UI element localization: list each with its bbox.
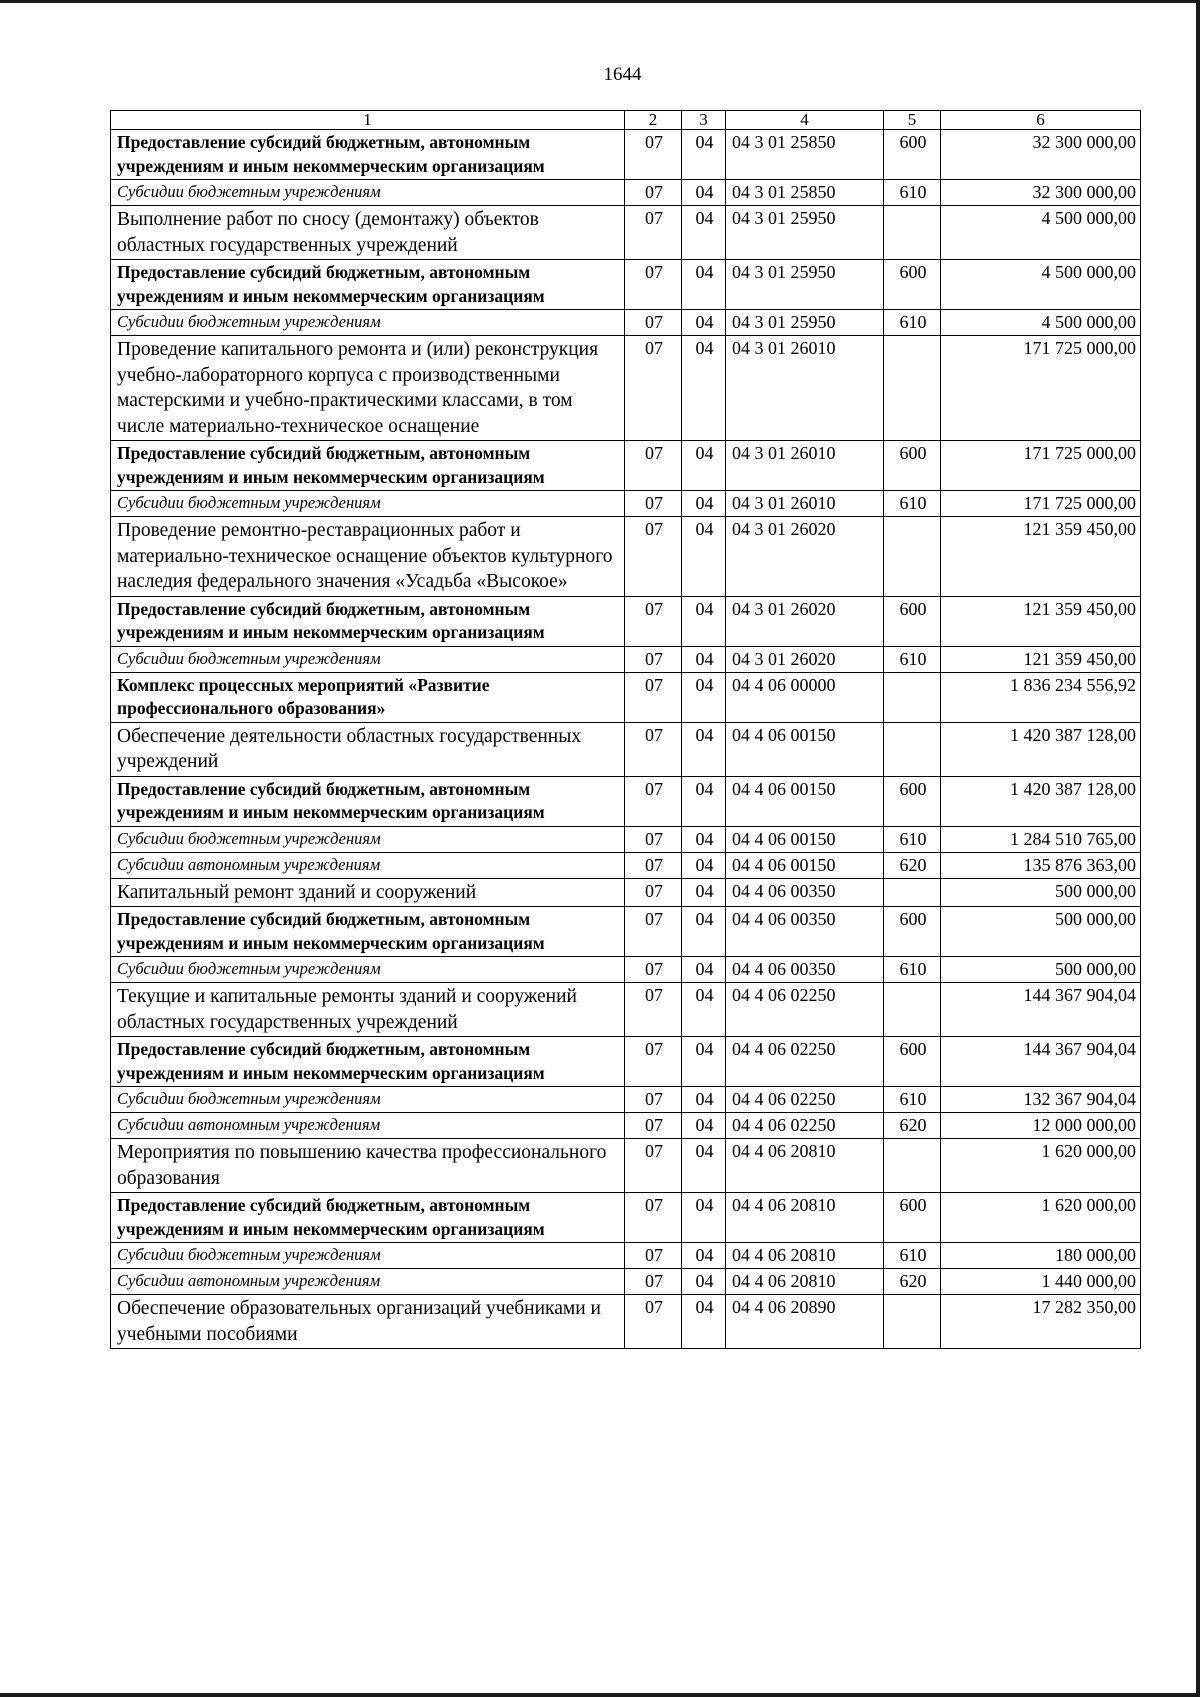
table-row bbox=[111, 878, 1141, 907]
row-name-cell: Предоставление субсидий бюджетным, автономным учреждениям и иным некоммерческим организациям bbox=[111, 776, 625, 826]
header-col-section: 2 bbox=[625, 111, 682, 130]
row-name-cell: Предоставление субсидий бюджетным, автономным учреждениям и иным некоммерческим организациям bbox=[111, 260, 625, 310]
row-target-code-cell: 04 3 01 26010 bbox=[726, 441, 884, 491]
header-col-name: 1 bbox=[111, 111, 625, 130]
row-expense-type-cell: 600 bbox=[884, 441, 941, 491]
row-name-cell: Предоставление субсидий бюджетным, автономным учреждениям и иным некоммерческим организациям bbox=[111, 441, 625, 491]
table-row bbox=[111, 646, 1141, 672]
row-amount-cell: 171 725 000,00 bbox=[941, 441, 1141, 491]
row-section-cell: 07 bbox=[625, 1139, 682, 1193]
row-amount-cell: 1 836 234 556,92 bbox=[941, 672, 1141, 722]
table-row bbox=[111, 672, 1141, 722]
row-expense-type-cell: 610 bbox=[884, 957, 941, 983]
row-subsection-cell: 04 bbox=[682, 310, 726, 336]
row-expense-type-cell bbox=[884, 336, 941, 441]
row-section-cell: 07 bbox=[625, 1243, 682, 1269]
row-section-cell: 07 bbox=[625, 517, 682, 597]
row-expense-type-cell bbox=[884, 1139, 941, 1193]
row-name-cell: Субсидии бюджетным учреждениям bbox=[111, 491, 625, 517]
row-expense-type-cell bbox=[884, 517, 941, 597]
row-expense-type-cell bbox=[884, 878, 941, 907]
row-name-cell: Проведение капитального ремонта и (или) реконструкция учебно-лабораторного корпуса с производственными мастерскими и учебно-практическими классами, в том числе материально-техническое оснащение bbox=[111, 336, 625, 441]
table-row bbox=[111, 1139, 1141, 1193]
table-row bbox=[111, 1087, 1141, 1113]
row-target-code-cell: 04 3 01 26010 bbox=[726, 336, 884, 441]
table-row bbox=[111, 310, 1141, 336]
row-section-cell: 07 bbox=[625, 983, 682, 1037]
table-row bbox=[111, 907, 1141, 957]
row-section-cell: 07 bbox=[625, 206, 682, 260]
row-section-cell: 07 bbox=[625, 180, 682, 206]
row-section-cell: 07 bbox=[625, 907, 682, 957]
row-subsection-cell: 04 bbox=[682, 826, 726, 852]
table-row bbox=[111, 596, 1141, 646]
row-subsection-cell: 04 bbox=[682, 130, 726, 180]
row-name-cell: Мероприятия по повышению качества профессионального образования bbox=[111, 1139, 625, 1193]
row-target-code-cell: 04 4 06 20810 bbox=[726, 1269, 884, 1295]
row-name-cell: Субсидии бюджетным учреждениям bbox=[111, 646, 625, 672]
row-subsection-cell: 04 bbox=[682, 517, 726, 597]
row-amount-cell: 144 367 904,04 bbox=[941, 983, 1141, 1037]
row-amount-cell: 171 725 000,00 bbox=[941, 491, 1141, 517]
table-row bbox=[111, 260, 1141, 310]
row-amount-cell: 180 000,00 bbox=[941, 1243, 1141, 1269]
row-amount-cell: 121 359 450,00 bbox=[941, 596, 1141, 646]
row-target-code-cell: 04 4 06 20810 bbox=[726, 1139, 884, 1193]
header-col-expense-type: 5 bbox=[884, 111, 941, 130]
header-col-subsection: 3 bbox=[682, 111, 726, 130]
row-target-code-cell: 04 4 06 20890 bbox=[726, 1295, 884, 1349]
row-amount-cell: 135 876 363,00 bbox=[941, 852, 1141, 878]
row-expense-type-cell bbox=[884, 1295, 941, 1349]
row-section-cell: 07 bbox=[625, 336, 682, 441]
row-expense-type-cell: 610 bbox=[884, 180, 941, 206]
row-expense-type-cell: 610 bbox=[884, 646, 941, 672]
row-target-code-cell: 04 4 06 00000 bbox=[726, 672, 884, 722]
header-col-target: 4 bbox=[726, 111, 884, 130]
row-target-code-cell: 04 4 06 00150 bbox=[726, 852, 884, 878]
row-subsection-cell: 04 bbox=[682, 672, 726, 722]
row-subsection-cell: 04 bbox=[682, 1113, 726, 1139]
row-name-cell: Субсидии бюджетным учреждениям bbox=[111, 826, 625, 852]
row-amount-cell: 4 500 000,00 bbox=[941, 260, 1141, 310]
row-expense-type-cell: 620 bbox=[884, 1269, 941, 1295]
row-expense-type-cell: 610 bbox=[884, 1087, 941, 1113]
row-subsection-cell: 04 bbox=[682, 957, 726, 983]
row-subsection-cell: 04 bbox=[682, 1269, 726, 1295]
row-target-code-cell: 04 4 06 00350 bbox=[726, 957, 884, 983]
table-row bbox=[111, 1037, 1141, 1087]
table-row bbox=[111, 776, 1141, 826]
page-number: 1644 bbox=[603, 64, 642, 85]
table-row bbox=[111, 1295, 1141, 1349]
row-expense-type-cell: 600 bbox=[884, 1037, 941, 1087]
row-section-cell: 07 bbox=[625, 957, 682, 983]
row-target-code-cell: 04 3 01 26010 bbox=[726, 491, 884, 517]
row-subsection-cell: 04 bbox=[682, 1193, 726, 1243]
row-target-code-cell: 04 3 01 25950 bbox=[726, 260, 884, 310]
row-name-cell: Субсидии бюджетным учреждениям bbox=[111, 1087, 625, 1113]
scan-edge-top bbox=[0, 0, 1200, 3]
row-target-code-cell: 04 4 06 00350 bbox=[726, 907, 884, 957]
row-amount-cell: 1 620 000,00 bbox=[941, 1193, 1141, 1243]
row-amount-cell: 32 300 000,00 bbox=[941, 130, 1141, 180]
row-expense-type-cell: 610 bbox=[884, 1243, 941, 1269]
row-expense-type-cell: 610 bbox=[884, 826, 941, 852]
row-target-code-cell: 04 3 01 25850 bbox=[726, 130, 884, 180]
row-amount-cell: 121 359 450,00 bbox=[941, 517, 1141, 597]
row-amount-cell: 500 000,00 bbox=[941, 907, 1141, 957]
row-target-code-cell: 04 3 01 26020 bbox=[726, 596, 884, 646]
row-subsection-cell: 04 bbox=[682, 336, 726, 441]
row-section-cell: 07 bbox=[625, 776, 682, 826]
header-col-amount: 6 bbox=[941, 111, 1141, 130]
row-name-cell: Субсидии бюджетным учреждениям bbox=[111, 957, 625, 983]
row-section-cell: 07 bbox=[625, 1037, 682, 1087]
row-target-code-cell: 04 4 06 00350 bbox=[726, 878, 884, 907]
row-amount-cell: 1 440 000,00 bbox=[941, 1269, 1141, 1295]
row-amount-cell: 1 620 000,00 bbox=[941, 1139, 1141, 1193]
table-row bbox=[111, 1193, 1141, 1243]
row-target-code-cell: 04 3 01 25950 bbox=[726, 310, 884, 336]
row-subsection-cell: 04 bbox=[682, 983, 726, 1037]
row-expense-type-cell: 620 bbox=[884, 852, 941, 878]
row-amount-cell: 132 367 904,04 bbox=[941, 1087, 1141, 1113]
row-expense-type-cell: 600 bbox=[884, 130, 941, 180]
row-target-code-cell: 04 3 01 26020 bbox=[726, 646, 884, 672]
scan-edge-bottom bbox=[0, 1693, 1200, 1697]
table-row bbox=[111, 517, 1141, 597]
row-amount-cell: 1 284 510 765,00 bbox=[941, 826, 1141, 852]
row-amount-cell: 32 300 000,00 bbox=[941, 180, 1141, 206]
row-target-code-cell: 04 4 06 20810 bbox=[726, 1243, 884, 1269]
row-target-code-cell: 04 4 06 02250 bbox=[726, 1037, 884, 1087]
budget-table bbox=[110, 110, 1141, 1349]
table-row bbox=[111, 491, 1141, 517]
row-name-cell: Субсидии бюджетным учреждениям bbox=[111, 310, 625, 336]
row-section-cell: 07 bbox=[625, 596, 682, 646]
row-section-cell: 07 bbox=[625, 130, 682, 180]
row-section-cell: 07 bbox=[625, 722, 682, 776]
row-subsection-cell: 04 bbox=[682, 260, 726, 310]
row-subsection-cell: 04 bbox=[682, 441, 726, 491]
row-expense-type-cell bbox=[884, 206, 941, 260]
row-target-code-cell: 04 3 01 25950 bbox=[726, 206, 884, 260]
row-section-cell: 07 bbox=[625, 878, 682, 907]
row-name-cell: Субсидии автономным учреждениям bbox=[111, 1113, 625, 1139]
row-amount-cell: 121 359 450,00 bbox=[941, 646, 1141, 672]
row-amount-cell: 1 420 387 128,00 bbox=[941, 722, 1141, 776]
row-expense-type-cell: 600 bbox=[884, 1193, 941, 1243]
row-name-cell: Предоставление субсидий бюджетным, автономным учреждениям и иным некоммерческим организациям bbox=[111, 130, 625, 180]
row-section-cell: 07 bbox=[625, 852, 682, 878]
row-subsection-cell: 04 bbox=[682, 722, 726, 776]
row-subsection-cell: 04 bbox=[682, 596, 726, 646]
row-target-code-cell: 04 4 06 00150 bbox=[726, 826, 884, 852]
row-subsection-cell: 04 bbox=[682, 907, 726, 957]
row-target-code-cell: 04 4 06 00150 bbox=[726, 776, 884, 826]
table-row bbox=[111, 1113, 1141, 1139]
row-name-cell: Обеспечение образовательных организаций учебниками и учебными пособиями bbox=[111, 1295, 625, 1349]
row-amount-cell: 171 725 000,00 bbox=[941, 336, 1141, 441]
row-name-cell: Проведение ремонтно-реставрационных работ и материально-техническое оснащение объектов культурного наследия федерального значения «Усадьба «Высокое» bbox=[111, 517, 625, 597]
row-target-code-cell: 04 4 06 20810 bbox=[726, 1193, 884, 1243]
row-target-code-cell: 04 4 06 02250 bbox=[726, 983, 884, 1037]
row-name-cell: Предоставление субсидий бюджетным, автономным учреждениям и иным некоммерческим организациям bbox=[111, 1037, 625, 1087]
row-expense-type-cell: 620 bbox=[884, 1113, 941, 1139]
row-subsection-cell: 04 bbox=[682, 1295, 726, 1349]
scan-edge-right bbox=[1196, 0, 1200, 1697]
row-expense-type-cell bbox=[884, 983, 941, 1037]
row-section-cell: 07 bbox=[625, 1193, 682, 1243]
row-subsection-cell: 04 bbox=[682, 878, 726, 907]
budget-table-body bbox=[111, 111, 1141, 1349]
row-name-cell: Субсидии автономным учреждениям bbox=[111, 1269, 625, 1295]
row-amount-cell: 4 500 000,00 bbox=[941, 310, 1141, 336]
row-amount-cell: 500 000,00 bbox=[941, 957, 1141, 983]
row-name-cell: Предоставление субсидий бюджетным, автономным учреждениям и иным некоммерческим организациям bbox=[111, 1193, 625, 1243]
row-section-cell: 07 bbox=[625, 1295, 682, 1349]
row-section-cell: 07 bbox=[625, 1113, 682, 1139]
row-subsection-cell: 04 bbox=[682, 491, 726, 517]
table-row bbox=[111, 722, 1141, 776]
row-section-cell: 07 bbox=[625, 310, 682, 336]
row-name-cell: Предоставление субсидий бюджетным, автономным учреждениям и иным некоммерческим организациям bbox=[111, 596, 625, 646]
row-section-cell: 07 bbox=[625, 260, 682, 310]
row-name-cell: Субсидии бюджетным учреждениям bbox=[111, 1243, 625, 1269]
row-amount-cell: 12 000 000,00 bbox=[941, 1113, 1141, 1139]
table-row bbox=[111, 957, 1141, 983]
row-expense-type-cell: 600 bbox=[884, 907, 941, 957]
row-section-cell: 07 bbox=[625, 672, 682, 722]
row-name-cell: Капитальный ремонт зданий и сооружений bbox=[111, 878, 625, 907]
table-header-row bbox=[111, 111, 1141, 130]
table-row bbox=[111, 983, 1141, 1037]
row-section-cell: 07 bbox=[625, 491, 682, 517]
table-row bbox=[111, 180, 1141, 206]
row-name-cell: Субсидии автономным учреждениям bbox=[111, 852, 625, 878]
row-section-cell: 07 bbox=[625, 826, 682, 852]
row-subsection-cell: 04 bbox=[682, 1139, 726, 1193]
row-subsection-cell: 04 bbox=[682, 776, 726, 826]
row-section-cell: 07 bbox=[625, 441, 682, 491]
row-target-code-cell: 04 4 06 00150 bbox=[726, 722, 884, 776]
row-amount-cell: 4 500 000,00 bbox=[941, 206, 1141, 260]
row-target-code-cell: 04 4 06 02250 bbox=[726, 1113, 884, 1139]
row-subsection-cell: 04 bbox=[682, 852, 726, 878]
row-subsection-cell: 04 bbox=[682, 180, 726, 206]
row-subsection-cell: 04 bbox=[682, 1037, 726, 1087]
row-target-code-cell: 04 3 01 26020 bbox=[726, 517, 884, 597]
row-subsection-cell: 04 bbox=[682, 1243, 726, 1269]
row-amount-cell: 144 367 904,04 bbox=[941, 1037, 1141, 1087]
row-expense-type-cell bbox=[884, 722, 941, 776]
row-section-cell: 07 bbox=[625, 646, 682, 672]
row-expense-type-cell: 600 bbox=[884, 776, 941, 826]
table-row bbox=[111, 336, 1141, 441]
row-name-cell: Обеспечение деятельности областных государственных учреждений bbox=[111, 722, 625, 776]
table-row bbox=[111, 441, 1141, 491]
row-section-cell: 07 bbox=[625, 1087, 682, 1113]
row-expense-type-cell: 610 bbox=[884, 310, 941, 336]
row-name-cell: Текущие и капитальные ремонты зданий и сооружений областных государственных учреждений bbox=[111, 983, 625, 1037]
row-subsection-cell: 04 bbox=[682, 1087, 726, 1113]
row-name-cell: Предоставление субсидий бюджетным, автономным учреждениям и иным некоммерческим организациям bbox=[111, 907, 625, 957]
row-expense-type-cell: 600 bbox=[884, 596, 941, 646]
row-name-cell: Субсидии бюджетным учреждениям bbox=[111, 180, 625, 206]
row-amount-cell: 1 420 387 128,00 bbox=[941, 776, 1141, 826]
table-row bbox=[111, 852, 1141, 878]
table-row bbox=[111, 130, 1141, 180]
row-name-cell: Комплекс процессных мероприятий «Развитие профессионального образования» bbox=[111, 672, 625, 722]
row-subsection-cell: 04 bbox=[682, 206, 726, 260]
table-row bbox=[111, 206, 1141, 260]
row-expense-type-cell: 600 bbox=[884, 260, 941, 310]
row-section-cell: 07 bbox=[625, 1269, 682, 1295]
row-expense-type-cell bbox=[884, 672, 941, 722]
row-subsection-cell: 04 bbox=[682, 646, 726, 672]
row-expense-type-cell: 610 bbox=[884, 491, 941, 517]
table-row bbox=[111, 1243, 1141, 1269]
row-amount-cell: 500 000,00 bbox=[941, 878, 1141, 907]
table-row bbox=[111, 826, 1141, 852]
table-row bbox=[111, 1269, 1141, 1295]
row-target-code-cell: 04 3 01 25850 bbox=[726, 180, 884, 206]
row-name-cell: Выполнение работ по сносу (демонтажу) объектов областных государственных учреждений bbox=[111, 206, 625, 260]
row-amount-cell: 17 282 350,00 bbox=[941, 1295, 1141, 1349]
row-target-code-cell: 04 4 06 02250 bbox=[726, 1087, 884, 1113]
